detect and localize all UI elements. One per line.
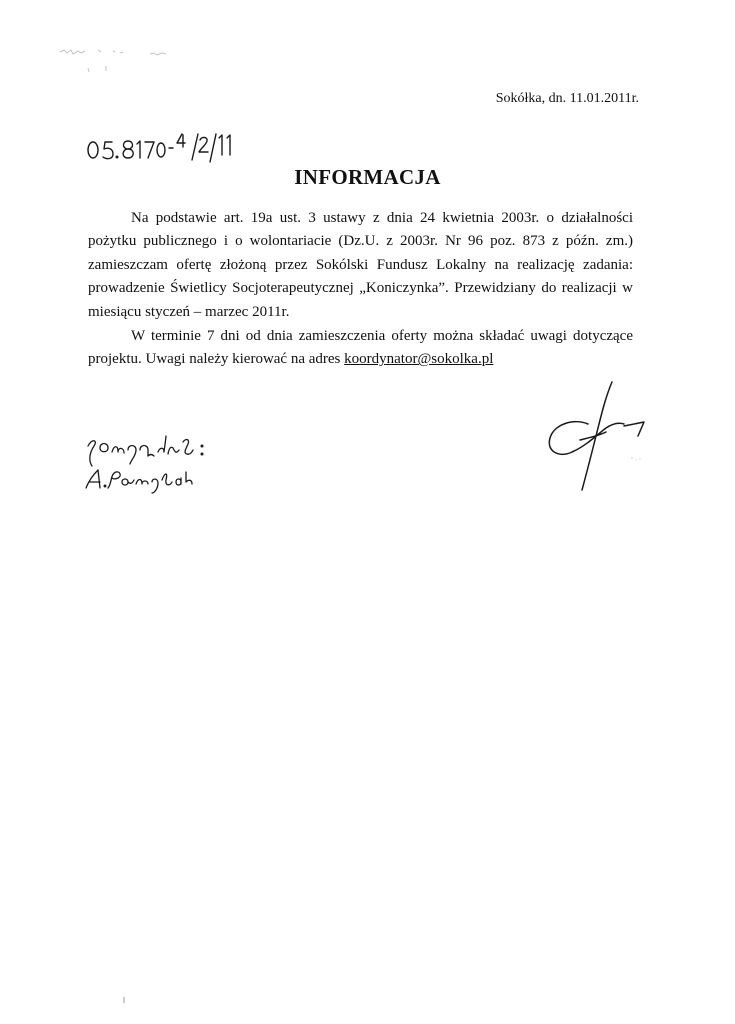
handwritten-prepared-by-note bbox=[80, 428, 220, 498]
contact-email-link[interactable]: koordynator@sokolka.pl bbox=[344, 351, 494, 368]
body-paragraph-comments bbox=[88, 325, 633, 372]
faint-stamp-mark bbox=[58, 44, 218, 76]
comments-text: W terminie 7 dni od dnia zamieszczenia oferty można składać uwagi dotyczące projektu. Uwagi należy kierować na adres bbox=[88, 328, 633, 368]
document-title: INFORMACJA bbox=[294, 165, 441, 189]
signature-mark bbox=[540, 380, 650, 495]
scan-speck bbox=[120, 995, 128, 1007]
handwritten-reference-number bbox=[86, 130, 236, 166]
body-paragraph-legal-basis: Na podstawie art. 19a ust. 3 ustawy z dnia 24 kwietnia 2003r. o działalności pożytku publicznego i o wolontariacie (Dz.U. z 2003r. Nr 96 poz. 873 z późn. zm.) zamieszczam ofertę złożoną przez Sokólski Fundusz Lokalny na realizację zadania: prowadzenie Świetlicy Socjoterapeutycznej „Koniczynka”. Przewidziany do realizacji w miesiącu styczeń – marzec 2011r. bbox=[88, 210, 633, 320]
place-and-date: Sokółka, dn. 11.01.2011r. bbox=[495, 91, 639, 106]
